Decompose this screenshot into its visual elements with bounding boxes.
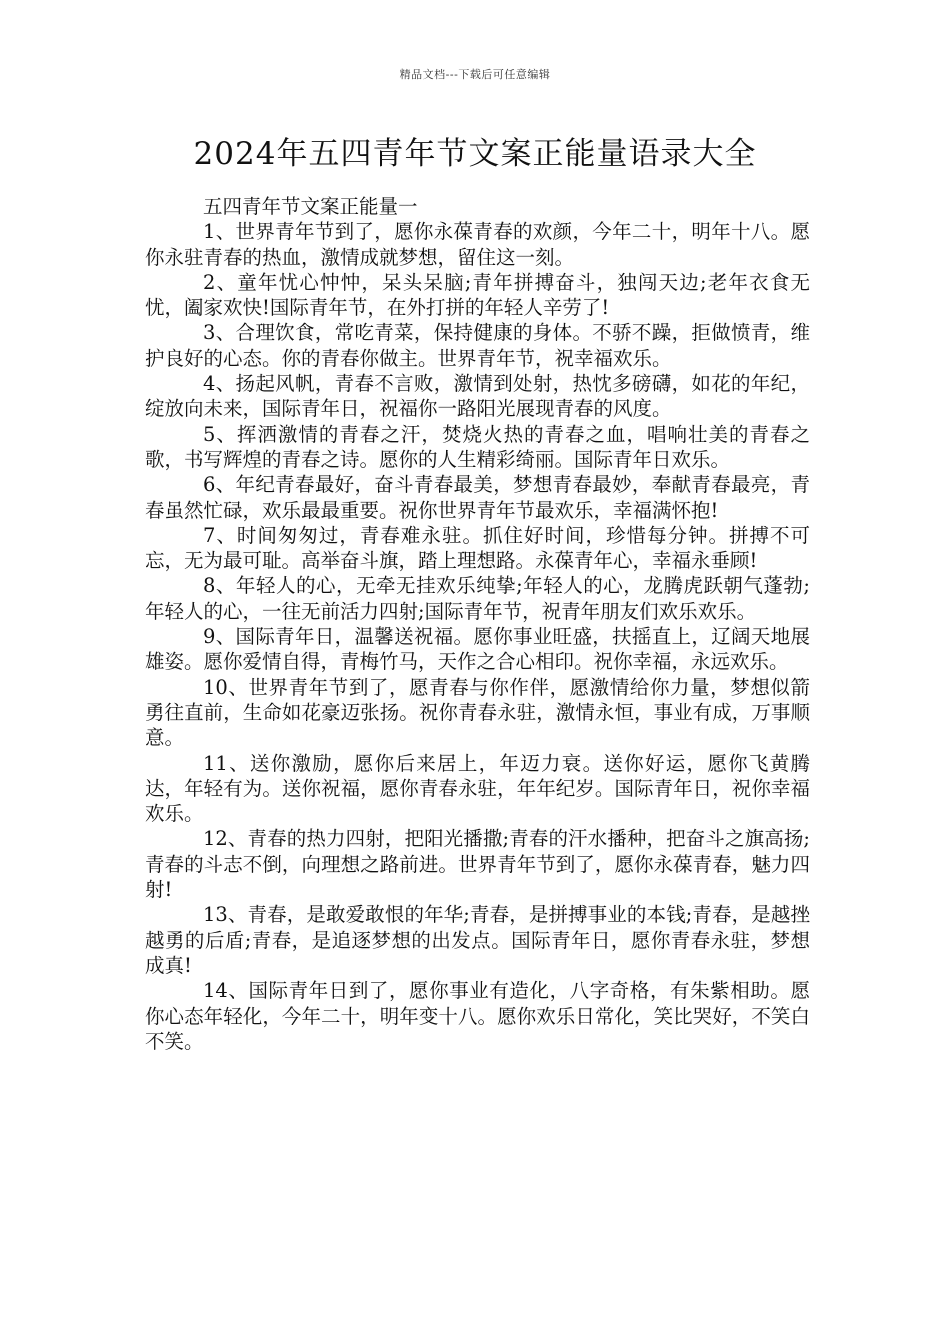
paragraph: 5、挥洒激情的青春之汗，焚烧火热的青春之血，唱响壮美的青春之歌，书写辉煌的青春之诗。愿你的人生精彩绮丽。国际青年日欢乐。: [145, 422, 810, 471]
document-title: 2024年五四青年节文案正能量语录大全: [193, 136, 757, 172]
paragraph: 11、送你激励，愿你后来居上，年迈力衰。送你好运，愿你飞黄腾达，年轻有为。送你祝福，愿你青春永驻，年年纪岁。国际青年日，祝你幸福欢乐。: [145, 751, 810, 826]
document-body: [145, 194, 810, 1054]
paragraph: 13、青春，是敢爱敢恨的年华;青春，是拼搏事业的本钱;青春，是越挫越勇的后盾;青春，是追逐梦想的出发点。国际青年日，愿你青春永驻，梦想成真!: [145, 903, 810, 977]
paragraph: 8、年轻人的心，无牵无挂欢乐纯挚;年轻人的心，龙腾虎跃朝气蓬勃;年轻人的心，一往无前活力四射;国际青年节，祝青年朋友们欢乐欢乐。: [145, 574, 810, 623]
paragraph: 10、世界青年节到了，愿青春与你作伴，愿激情给你力量，梦想似箭勇往直前，生命如花豪迈张扬。祝你青春永驻，激情永恒，事业有成，万事顺意。: [145, 675, 810, 750]
paragraph: 14、国际青年日到了，愿你事业有造化，八字奇格，有朱紫相助。愿你心态年轻化，今年二十，明年变十八。愿你欢乐日常化，笑比哭好，不笑白不笑。: [145, 979, 810, 1053]
paragraph: 1、世界青年节到了，愿你永葆青春的欢颜，今年二十，明年十八。愿你永驻青春的热血，激情成就梦想，留住这一刻。: [145, 220, 810, 269]
section-heading: 五四青年节文案正能量一: [203, 195, 418, 218]
paragraph: 9、国际青年日，温馨送祝福。愿你事业旺盛，扶摇直上，辽阔天地展雄姿。愿你爱情自得，青梅竹马，天作之合心相印。祝你幸福，永远欢乐。: [145, 625, 810, 674]
paragraph: 6、年纪青春最好，奋斗青春最美，梦想青春最妙，奉献青春最亮，青春虽然忙碌，欢乐最最重要。祝你世界青年节最欢乐，幸福满怀抱!: [145, 473, 810, 522]
paragraph: 3、合理饮食，常吃青菜，保持健康的身体。不骄不躁，拒做愤青，维护良好的心态。你的青春你做主。世界青年节，祝幸福欢乐。: [145, 321, 810, 370]
paragraph: 7、时间匆匆过，青春难永驻。抓住好时间，珍惜每分钟。拼搏不可忘，无为最可耻。高举奋斗旗，踏上理想路。永葆青年心，幸福永垂顾!: [145, 523, 810, 573]
paragraph: 2、童年忧心忡忡，呆头呆脑;青年拼搏奋斗，独闯天边;老年衣食无忧，阖家欢快!国际青年节，在外打拼的年轻人辛劳了!: [145, 270, 810, 320]
header-note: 精品文档---下载后可任意编辑: [399, 68, 551, 81]
paragraph: 12、青春的热力四射，把阳光播撒;青春的汗水播种，把奋斗之旗高扬;青春的斗志不倒，向理想之路前进。世界青年节到了，愿你永葆青春，魅力四射!: [145, 827, 810, 902]
paragraph: 4、扬起风帆，青春不言败，激情到处射，热忱多磅礴，如花的年纪，绽放向未来，国际青年日，祝福你一路阳光展现青春的风度。: [145, 372, 810, 421]
